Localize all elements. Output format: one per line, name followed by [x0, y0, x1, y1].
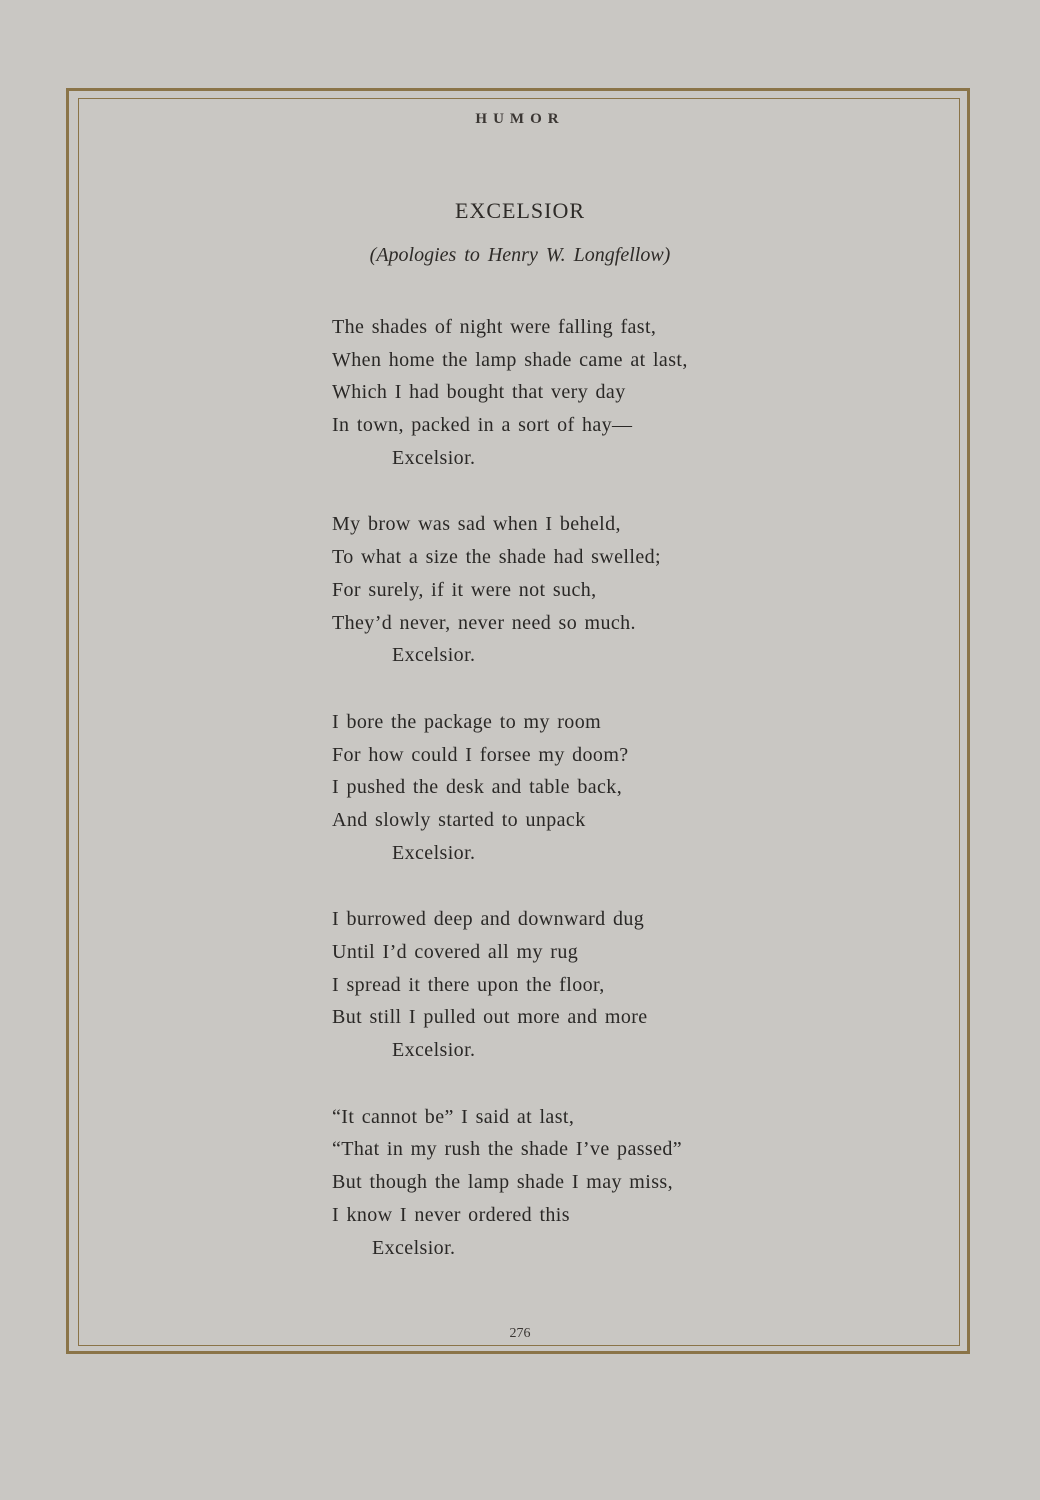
poem-line: The shades of night were falling fast,: [332, 316, 657, 338]
poem-line: For surely, if it were not such,: [332, 578, 597, 601]
poem-line: I know I never ordered this: [332, 1203, 570, 1226]
stanza: [332, 706, 752, 869]
section-header: HUMOR: [475, 111, 565, 127]
poem-line: They’d never, never need so much.: [332, 611, 636, 634]
poem-line: “That in my rush the shade I’ve passed”: [332, 1138, 683, 1161]
stanza: [332, 1101, 752, 1264]
poem-refrain: Excelsior.: [372, 1236, 456, 1259]
poem-line: I spread it there upon the floor,: [332, 973, 605, 996]
poem-line: Until I’d covered all my rug: [332, 941, 579, 963]
poem-line: But still I pulled out more and more: [332, 1006, 648, 1029]
poem-title: EXCELSIOR: [455, 198, 585, 223]
poem-line: I pushed the desk and table back,: [332, 776, 623, 799]
poem-line: My brow was sad when I beheld,: [332, 513, 621, 536]
poem-line: I burrowed deep and downward dug: [332, 908, 645, 931]
stanza: [332, 903, 752, 1066]
poem-body: [332, 311, 752, 1298]
poem-refrain: Excelsior.: [392, 841, 476, 864]
poem-refrain: Excelsior.: [392, 446, 476, 469]
poem-line: And slowly started to unpack: [332, 808, 586, 831]
poem-refrain: Excelsior.: [392, 1039, 476, 1062]
poem-line: I bore the package to my room: [332, 710, 602, 733]
poem-line: For how could I forsee my doom?: [332, 743, 629, 766]
poem-line: But though the lamp shade I may miss,: [332, 1171, 673, 1194]
poem-line: Which I had bought that very day: [332, 381, 626, 404]
poem-line: “It cannot be” I said at last,: [332, 1105, 575, 1128]
poem-line: In town, packed in a sort of hay—: [332, 414, 633, 437]
poem-refrain: Excelsior.: [392, 644, 476, 667]
page-number: 276: [509, 1326, 531, 1341]
poem-line: To what a size the shade had swelled;: [332, 546, 661, 569]
stanza: [332, 311, 752, 474]
poem-subtitle: (Apologies to Henry W. Longfellow): [369, 244, 671, 266]
stanza: [332, 508, 752, 671]
poem-line: When home the lamp shade came at last,: [332, 348, 688, 371]
